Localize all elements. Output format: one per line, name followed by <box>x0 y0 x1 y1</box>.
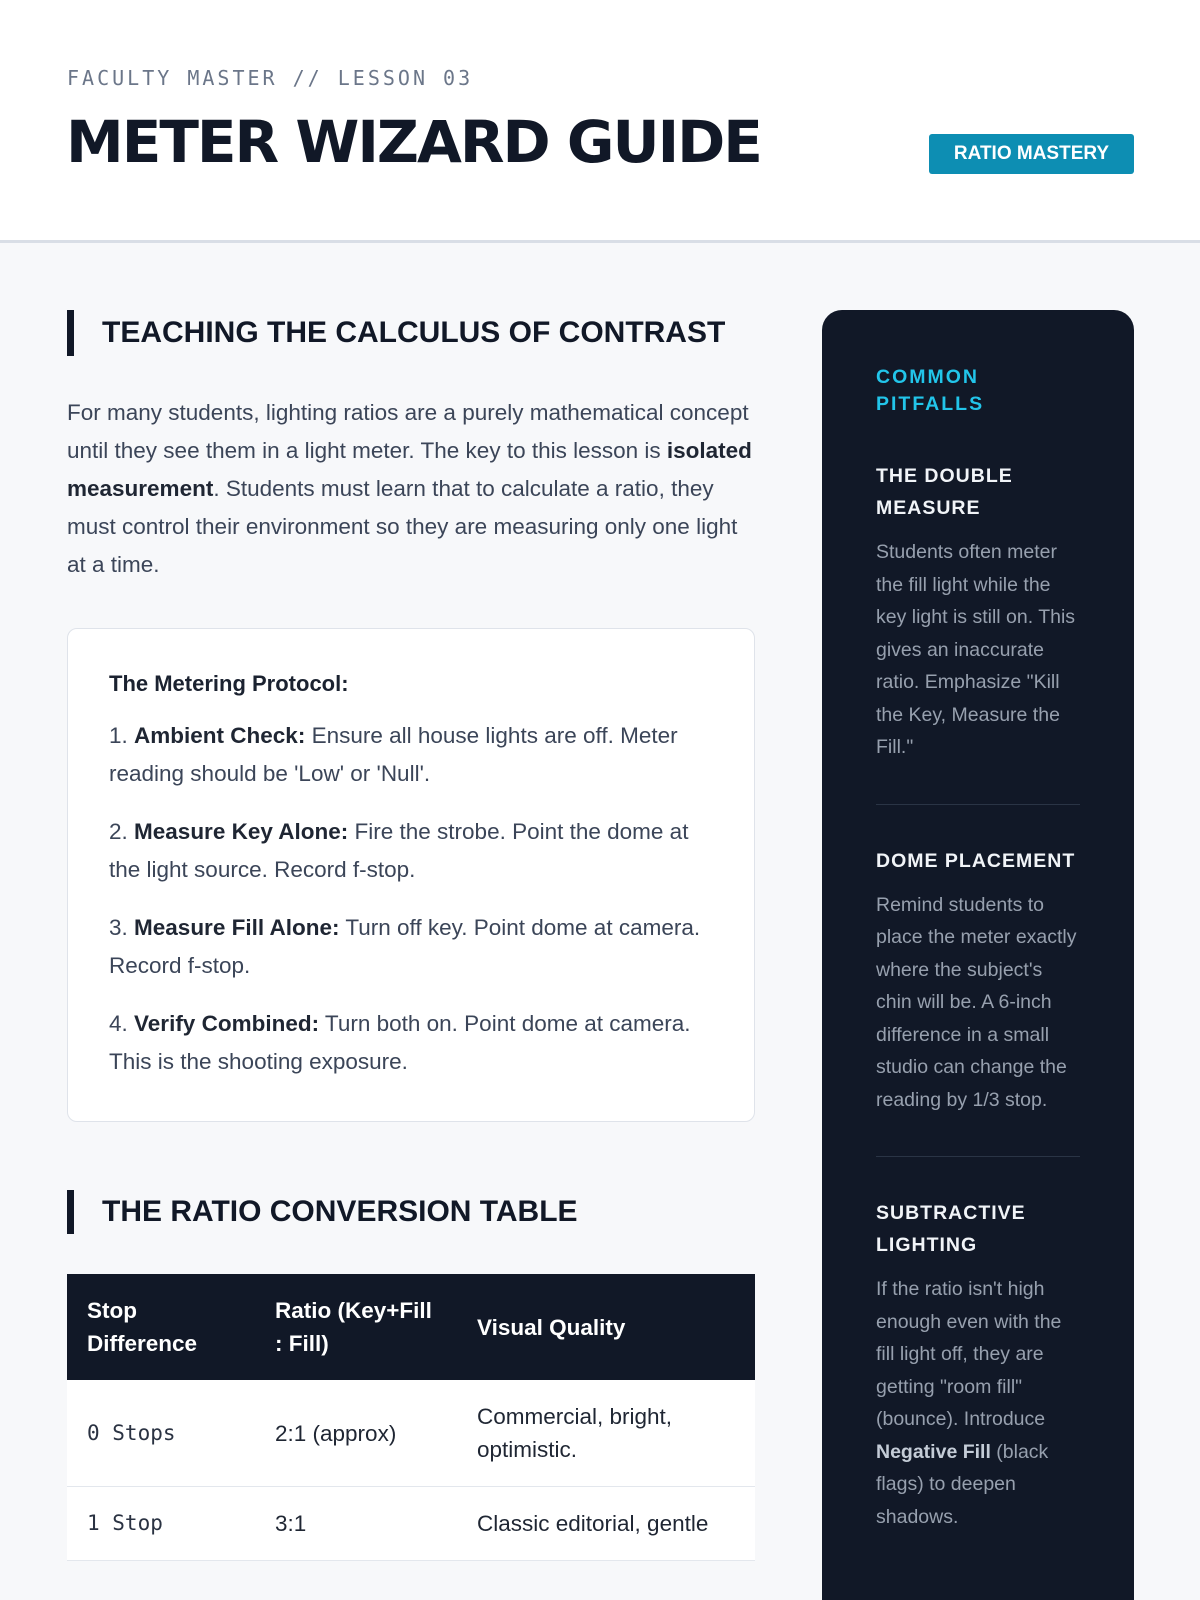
step-label: Ambient Check: <box>134 723 306 748</box>
page-title: METER WIZARD GUIDE <box>66 108 761 176</box>
sidebar-divider <box>876 1156 1080 1157</box>
cell-stop-difference: 0 Stops <box>67 1380 255 1487</box>
section-heading-calculus: TEACHING THE CALCULUS OF CONTRAST <box>67 310 755 356</box>
step-text: Ensure all house lights are off. Meter reading should be 'Low' or 'Null'. <box>109 723 678 786</box>
protocol-step <box>109 813 714 889</box>
pitfall-emphasis: Negative Fill <box>876 1440 991 1463</box>
step-number: 4. <box>109 1011 135 1036</box>
pitfall-text <box>876 1273 1080 1533</box>
pitfall-text: Students often meter the fill light while the key light is still on. This gives an inaccurate ratio. Emphasize "Kill the Key, Measure the Fill." <box>876 541 1076 758</box>
pitfall-text: Remind students to place the meter exactly where the subject's chin will be. A 6-inch difference in a small studio can change the reading by 1/3 stop. <box>876 893 1077 1111</box>
metering-protocol-card <box>67 628 755 1122</box>
pitfall-text-start: If the ratio isn't high enough even with the fill light off, they are getting "room fill" (bounce). Introduce <box>876 1278 1062 1430</box>
step-text: Fire the strobe. Point the dome at the light source. Record f-stop. <box>109 819 689 882</box>
cell-stop-difference: 1 Stop <box>67 1487 255 1561</box>
column-header-stop-difference: Stop Difference <box>87 1298 198 1356</box>
common-pitfalls-sidebar <box>822 310 1134 1600</box>
pitfall-title: THE DOUBLE MEASURE <box>876 465 1013 519</box>
sidebar-title: COMMON PITFALLS <box>876 366 985 415</box>
column-header-visual-quality: Visual Quality <box>477 1314 626 1340</box>
table-row <box>67 1487 755 1561</box>
protocol-step <box>109 909 714 985</box>
intro-text-start: For many students, lighting ratios are a purely mathematical concept until they see them in a light meter. The key to this lesson is <box>67 400 749 463</box>
cell-visual-quality: Classic editorial, gentle <box>457 1487 755 1561</box>
step-label: Measure Fill Alone: <box>134 915 340 940</box>
step-text: Turn off key. Point dome at camera. Record f-stop. <box>109 915 701 978</box>
step-number: 3. <box>109 915 135 940</box>
page-header <box>0 0 1200 243</box>
step-label: Measure Key Alone: <box>134 819 349 844</box>
pitfall-text-end: (black flags) to deepen shadows. <box>876 1440 1049 1528</box>
intro-text-end: . Students must learn that to calculate a ratio, they must control their environment so they are measuring only one light at a time. <box>67 476 738 577</box>
protocol-step <box>109 717 714 793</box>
intro-emphasis: isolated measurement <box>67 438 752 501</box>
ratio-conversion-table <box>67 1274 755 1561</box>
cell-visual-quality: Commercial, bright, optimistic. <box>457 1380 755 1487</box>
pitfall-title: SUBTRACTIVE LIGHTING <box>876 1202 1026 1256</box>
protocol-step <box>109 1005 714 1081</box>
pitfall-item <box>876 845 1080 1117</box>
pitfall-item <box>876 1197 1080 1533</box>
step-label: Verify Combined: <box>134 1011 320 1036</box>
step-number: 1. <box>109 723 135 748</box>
step-number: 2. <box>109 819 135 844</box>
protocol-title: The Metering Protocol: <box>109 671 349 696</box>
cell-ratio: 3:1 <box>255 1487 457 1561</box>
pitfall-title: DOME PLACEMENT <box>876 849 1076 872</box>
section-heading-ratio-table: THE RATIO CONVERSION TABLE <box>67 1190 755 1234</box>
main-content <box>67 310 755 1561</box>
lesson-eyebrow: FACULTY MASTER // LESSON 03 <box>67 66 474 90</box>
ratio-mastery-badge: RATIO MASTERY <box>929 134 1134 174</box>
column-header-ratio: Ratio (Key+Fill : Fill) <box>275 1298 432 1356</box>
pitfall-item <box>876 460 1080 764</box>
sidebar-divider <box>876 804 1080 805</box>
table-row <box>67 1380 755 1487</box>
cell-ratio: 2:1 (approx) <box>255 1380 457 1487</box>
table-header-row <box>67 1274 755 1380</box>
intro-paragraph <box>67 394 755 584</box>
step-text: Turn both on. Point dome at camera. This is the shooting exposure. <box>109 1011 691 1074</box>
